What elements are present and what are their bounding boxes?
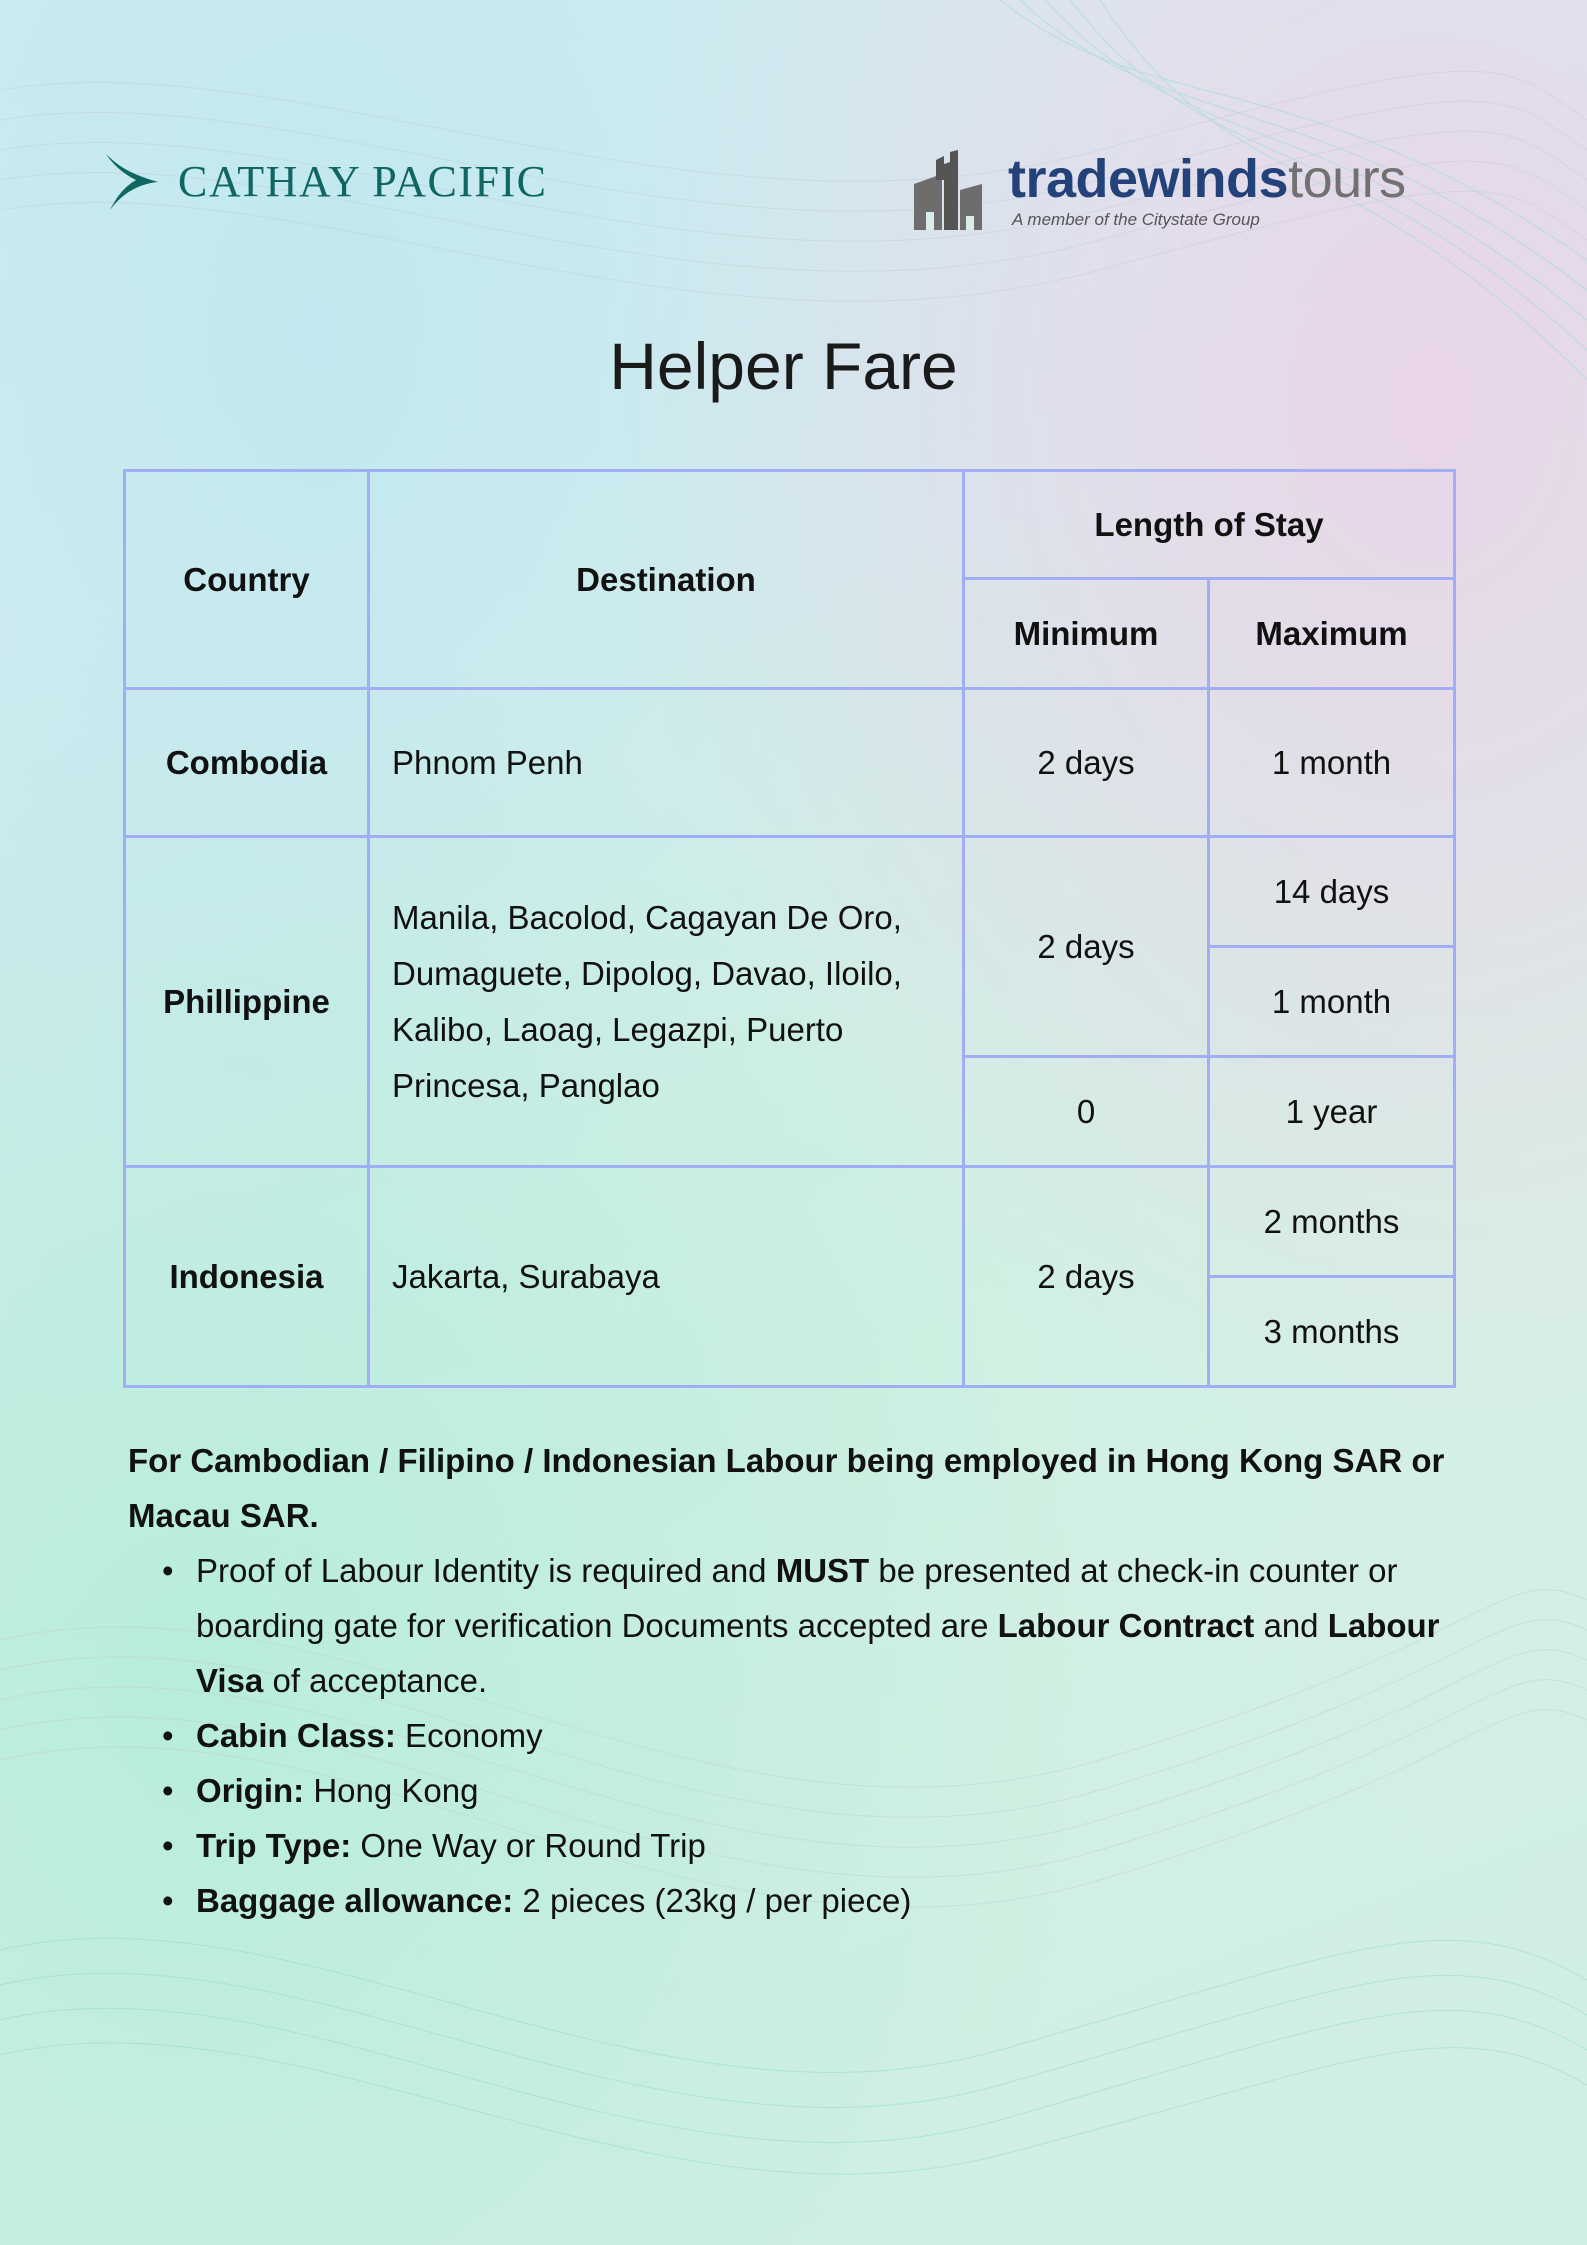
agency-tagline: A member of the Citystate Group bbox=[1012, 210, 1260, 229]
header-destination: Destination bbox=[369, 471, 964, 689]
table-header-row bbox=[125, 471, 1455, 579]
agency-name bbox=[1008, 148, 1406, 210]
airline-name: CATHAY PACIFIC bbox=[178, 156, 548, 206]
header-maximum: Maximum bbox=[1209, 579, 1455, 689]
destination-cell: Jakarta, Surabaya bbox=[369, 1167, 964, 1387]
header-country: Country bbox=[125, 471, 369, 689]
list-item-baggage bbox=[196, 1873, 1458, 1928]
table-row-indonesia bbox=[125, 1167, 1455, 1277]
cathay-pacific-logo bbox=[104, 146, 584, 216]
header-minimum: Minimum bbox=[964, 579, 1209, 689]
page-title: Helper Fare bbox=[609, 329, 958, 403]
country-cell: Indonesia bbox=[125, 1167, 369, 1387]
trip-type-label: Trip Type: bbox=[196, 1827, 352, 1864]
list-item-proof bbox=[196, 1543, 1458, 1708]
eligibility-statement: For Cambodian / Filipino / Indonesian Labour being employed in Hong Kong SAR or Macau SAR. bbox=[128, 1442, 1445, 1534]
agency-name-part1: tradewinds bbox=[1008, 149, 1289, 209]
header-length-of-stay: Length of Stay bbox=[964, 471, 1455, 579]
maximum-cell: 1 year bbox=[1209, 1057, 1455, 1167]
table-row-cambodia bbox=[125, 689, 1455, 837]
minimum-cell: 2 days bbox=[964, 837, 1209, 1057]
proof-must: MUST bbox=[775, 1552, 870, 1589]
cabin-class-label: Cabin Class: bbox=[196, 1717, 396, 1754]
conditions-list bbox=[128, 1543, 1458, 1928]
cabin-class-value: Economy bbox=[395, 1717, 543, 1754]
baggage-label: Baggage allowance: bbox=[196, 1882, 514, 1919]
minimum-cell: 2 days bbox=[964, 1167, 1209, 1387]
origin-value: Hong Kong bbox=[304, 1772, 479, 1809]
brushwing-icon bbox=[104, 150, 160, 212]
list-item-cabin-class bbox=[196, 1708, 1458, 1763]
minimum-cell: 0 bbox=[964, 1057, 1209, 1167]
castle-icon bbox=[912, 150, 984, 230]
agency-name-part2: tours bbox=[1288, 149, 1406, 209]
list-item-origin bbox=[196, 1763, 1458, 1818]
proof-text-2: be presented at check-in counter or boarding gate for verification Documents accepted are bbox=[196, 1552, 1398, 1644]
proof-labour-visa: Labour Visa bbox=[196, 1607, 1440, 1699]
proof-labour-contract: Labour Contract bbox=[997, 1607, 1255, 1644]
maximum-cell: 3 months bbox=[1209, 1277, 1455, 1387]
country-cell: Phillippine bbox=[125, 837, 369, 1167]
fare-conditions bbox=[128, 1433, 1458, 1928]
list-item-trip-type bbox=[196, 1818, 1458, 1873]
destination-cell: Phnom Penh bbox=[369, 689, 964, 837]
maximum-cell: 1 month bbox=[1209, 689, 1455, 837]
proof-text-4: of acceptance. bbox=[263, 1662, 488, 1699]
maximum-cell: 14 days bbox=[1209, 837, 1455, 947]
table-row-philippine bbox=[125, 837, 1455, 947]
country-cell: Combodia bbox=[125, 689, 369, 837]
tradewinds-tours-logo bbox=[912, 146, 1472, 236]
maximum-cell: 1 month bbox=[1209, 947, 1455, 1057]
origin-label: Origin: bbox=[196, 1772, 305, 1809]
proof-text-3: and bbox=[1254, 1607, 1328, 1644]
baggage-value: 2 pieces (23kg / per piece) bbox=[513, 1882, 912, 1919]
helper-fare-table bbox=[123, 469, 1456, 1388]
trip-type-value: One Way or Round Trip bbox=[351, 1827, 706, 1864]
destination-cell: Manila, Bacolod, Cagayan De Oro, Dumaguete, Dipolog, Davao, Iloilo, Kalibo, Laoag, Legazpi, Puerto Princesa, Panglao bbox=[369, 837, 964, 1167]
maximum-cell: 2 months bbox=[1209, 1167, 1455, 1277]
proof-text-1: Proof of Labour Identity is required and bbox=[196, 1552, 776, 1589]
minimum-cell: 2 days bbox=[964, 689, 1209, 837]
